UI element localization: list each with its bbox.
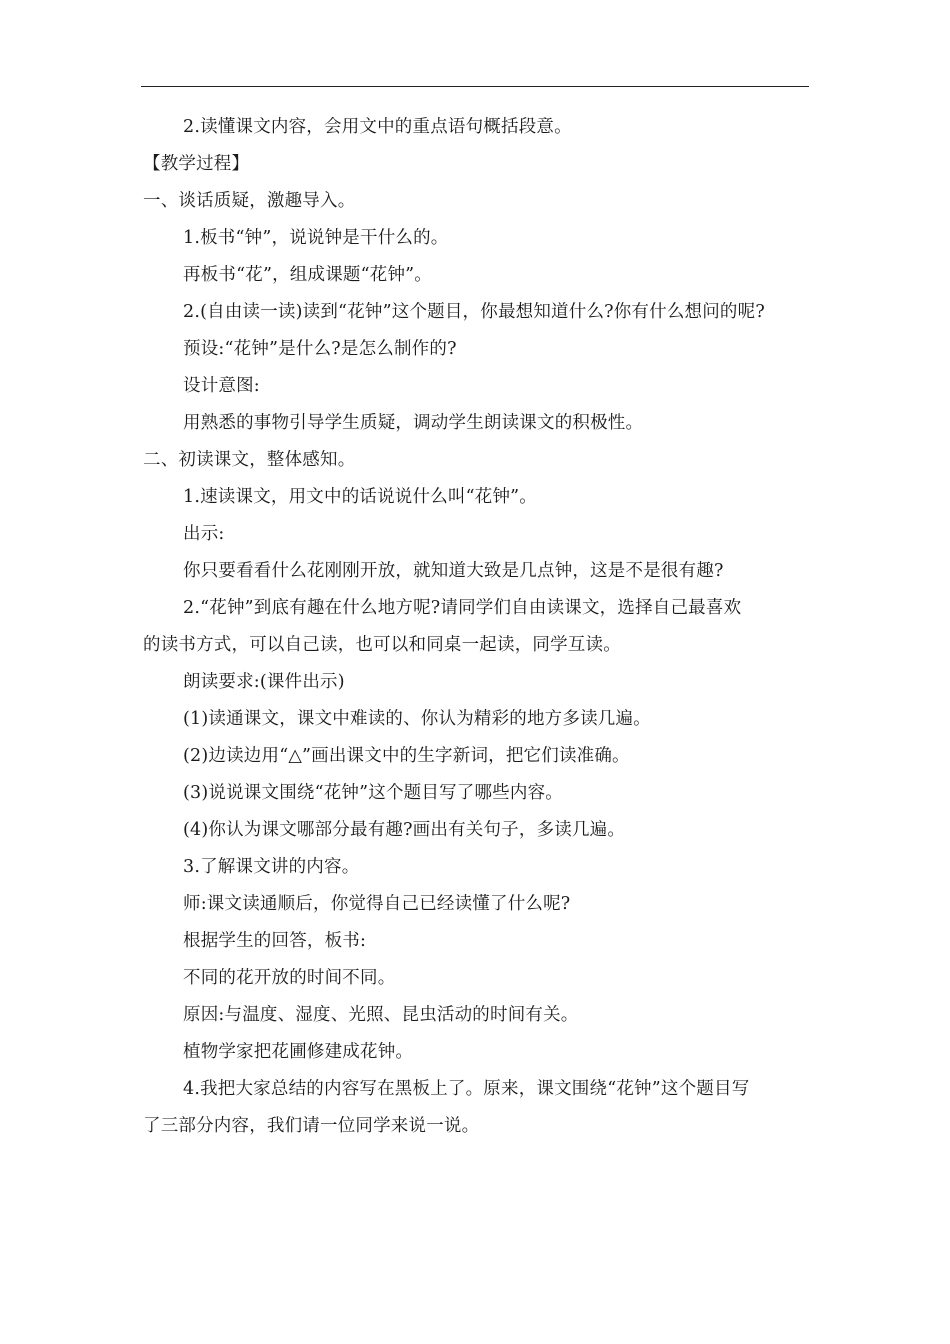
list-item: (1)读通课文，课文中难读的、你认为精彩的地方多读几遍。	[183, 709, 651, 729]
text-line: 师:课文读通顺后，你觉得自己已经读懂了什么呢?	[183, 894, 571, 914]
text-line: 1.板书“钟”，说说钟是干什么的。	[183, 228, 449, 248]
document-body	[143, 109, 810, 1145]
text-line: 2.(自由读一读)读到“花钟”这个题目，你最想知道什么?你有什么想问的呢?	[183, 302, 765, 322]
text-line: 2.“花钟”到底有趣在什么地方呢?请同学们自由读课文，选择自己最喜欢	[183, 598, 742, 618]
text-line: 设计意图:	[183, 376, 260, 396]
text-line: 4.我把大家总结的内容写在黑板上了。原来，课文围绕“花钟”这个题目写	[183, 1079, 750, 1099]
text-line: 你只要看看什么花刚刚开放，就知道大致是几点钟，这是不是很有趣?	[183, 561, 724, 581]
section-heading: 一、谈话质疑，激趣导入。	[143, 191, 356, 211]
text-line: 不同的花开放的时间不同。	[183, 968, 396, 988]
text-line: 3.了解课文讲的内容。	[183, 857, 360, 877]
text-line: 的读书方式，可以自己读，也可以和同桌一起读，同学互读。	[143, 635, 621, 655]
list-item: (2)边读边用“△”画出课文中的生字新词，把它们读准确。	[183, 746, 630, 766]
section-heading: 【教学过程】	[143, 154, 250, 174]
header-rule	[141, 86, 809, 87]
text-line: 1.速读课文，用文中的话说说什么叫“花钟”。	[183, 487, 537, 507]
text-line: 原因:与温度、湿度、光照、昆虫活动的时间有关。	[183, 1005, 579, 1025]
text-line: 再板书“花”，组成课题“花钟”。	[183, 265, 432, 285]
text-line: 了三部分内容，我们请一位同学来说一说。	[143, 1116, 480, 1136]
text-line: 用熟悉的事物引导学生质疑，调动学生朗读课文的积极性。	[183, 413, 644, 433]
text-line: 朗读要求:(课件出示)	[183, 672, 345, 692]
list-item: (4)你认为课文哪部分最有趣?画出有关句子，多读几遍。	[183, 820, 626, 840]
text-line: 2.读懂课文内容，会用文中的重点语句概括段意。	[183, 117, 572, 137]
text-line: 根据学生的回答，板书:	[183, 931, 367, 951]
section-heading: 二、初读课文，整体感知。	[143, 450, 356, 470]
text-line: 预设:“花钟”是什么?是怎么制作的?	[183, 339, 457, 359]
list-item: (3)说说课文围绕“花钟”这个题目写了哪些内容。	[183, 783, 563, 803]
text-line: 植物学家把花圃修建成花钟。	[183, 1042, 414, 1062]
text-line: 出示:	[183, 524, 225, 544]
